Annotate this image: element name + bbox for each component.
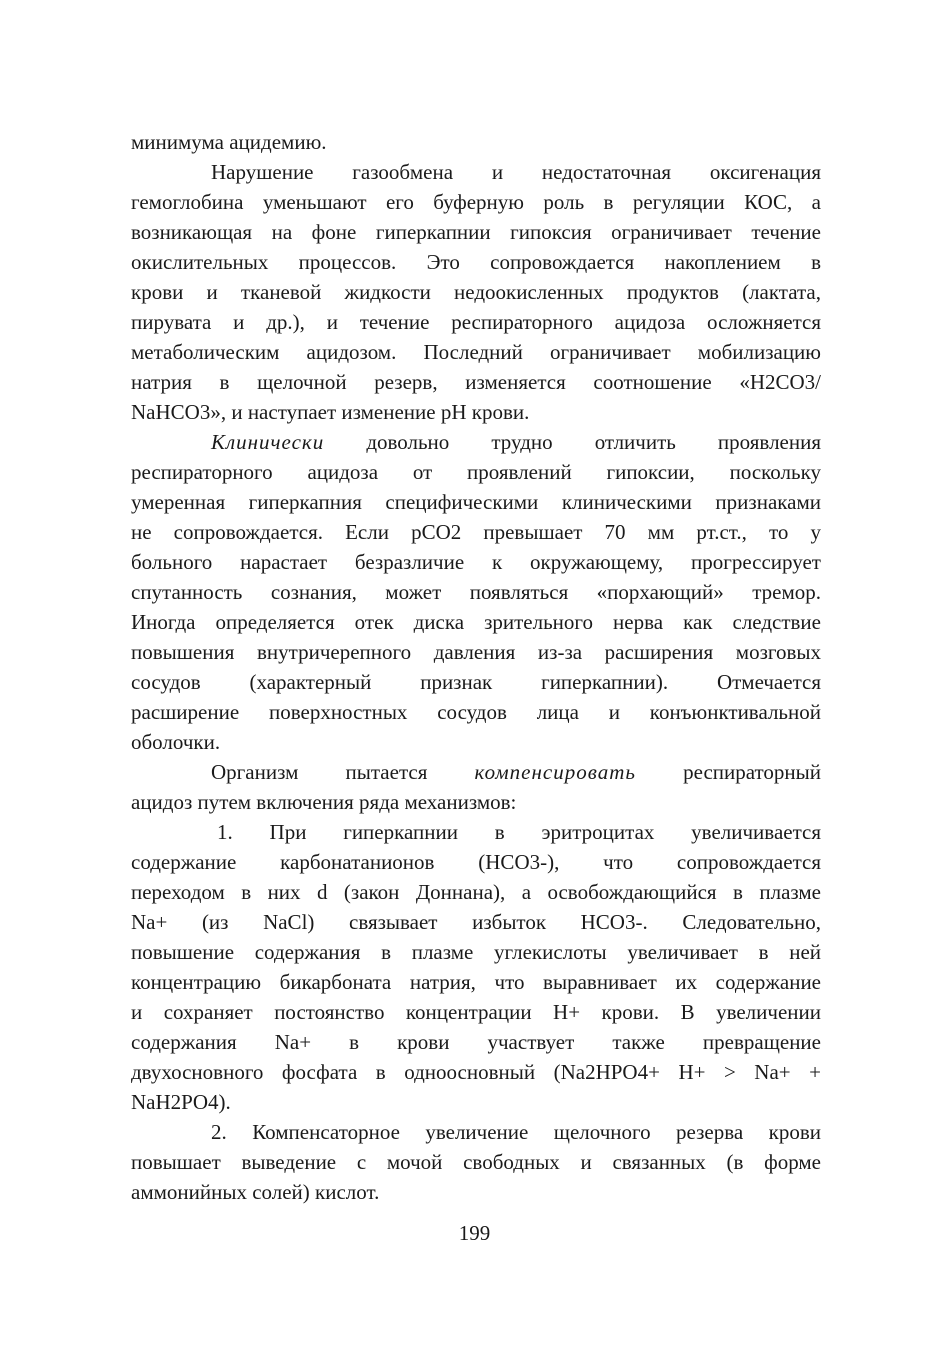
paragraph-line: концентрацию бикарбоната натрия, что выравнивает их содержание (131, 970, 821, 994)
paragraph-line: Иногда определяется отек диска зрительного нерва как следствие (131, 610, 821, 634)
italic-term: компенсировать (474, 760, 636, 784)
paragraph-line: возникающая на фоне гиперкапнии гипоксия ограничивает течение (131, 220, 821, 244)
paragraph-line: оболочки. (131, 730, 221, 754)
paragraph-text: довольно трудно отличить проявления (324, 430, 821, 454)
paragraph-line: 1. При гиперкапнии в эритроцитах увеличивается (217, 820, 821, 844)
paragraph-line: ацидоз путем включения ряда механизмов: (131, 790, 517, 814)
italic-term: Клинически (211, 430, 325, 454)
paragraph-line: переходом в них d (закон Доннана), а освобождающийся в плазме (131, 880, 821, 904)
paragraph-line: Нарушение газообмена и недостаточная оксигенация (211, 160, 821, 184)
paragraph-line: респираторного ацидоза от проявлений гипоксии, поскольку (131, 460, 821, 484)
paragraph-line: спутанность сознания, может появляться «порхающий» тремор. (131, 580, 821, 604)
paragraph-line: окислительных процессов. Это сопровождается накоплением в (131, 250, 821, 274)
paragraph-line: повышения внутричерепного давления из-за расширения мозговых (131, 640, 821, 664)
paragraph-line: двухосновного фосфата в одноосновный (Na2HPO4+ H+ > Na+ + (131, 1060, 821, 1084)
paragraph-line: метаболическим ацидозом. Последний ограничивает мобилизацию (131, 340, 821, 364)
paragraph-line: сосудов (характерный признак гиперкапнии). Отмечается (131, 670, 821, 694)
paragraph-line: и сохраняет постоянство концентрации H+ крови. В увеличении (131, 1000, 821, 1024)
paragraph-line: пирувата и др.), и течение респираторного ацидоза осложняется (131, 310, 821, 334)
paragraph-line: расширение поверхностных сосудов лица и конъюнктивальной (131, 700, 821, 724)
paragraph-line: содержания Na+ в крови участвует также превращение (131, 1030, 821, 1054)
paragraph-line: содержание карбонатанионов (HCO3-), что сопровождается (131, 850, 821, 874)
paragraph-line: повышает выведение с мочой свободных и связанных (в форме (131, 1150, 821, 1174)
paragraph-line: больного нарастает безразличие к окружающему, прогрессирует (131, 550, 821, 574)
page-number: 199 (458, 1221, 491, 1245)
paragraph-line: гемоглобина уменьшают его буферную роль в регуляции КОС, а (131, 190, 821, 214)
paragraph-line: NaHCO3», и наступает изменение pH крови. (131, 400, 530, 424)
paragraph-line (131, 757, 821, 787)
paragraph-line: NaH2PO4). (131, 1090, 231, 1114)
paragraph-line: натрия в щелочной резерв, изменяется соотношение «H2CO3/ (131, 370, 821, 394)
paragraph-line: минимума ацидемию. (131, 130, 327, 154)
paragraph-line: 2. Компенсаторное увеличение щелочного резерва крови (211, 1120, 821, 1144)
paragraph-line: не сопровождается. Если pCO2 превышает 70 мм рт.ст., то у (131, 520, 821, 544)
paragraph-text: Организм пытается (211, 760, 475, 784)
paragraph-line: повышение содержания в плазме углекислоты увеличивает в ней (131, 940, 821, 964)
paragraph-line: Na+ (из NaCl) связывает избыток HCO3-. Следовательно, (131, 910, 821, 934)
paragraph-line: умеренная гиперкапния специфическими клиническими признаками (131, 490, 821, 514)
paragraph-line: крови и тканевой жидкости недоокисленных продуктов (лактата, (131, 280, 821, 304)
paragraph-line (131, 427, 821, 457)
paragraph-line: аммонийных солей) кислот. (131, 1180, 380, 1204)
page-body (131, 127, 821, 1207)
paragraph-text: респираторный (635, 760, 821, 784)
